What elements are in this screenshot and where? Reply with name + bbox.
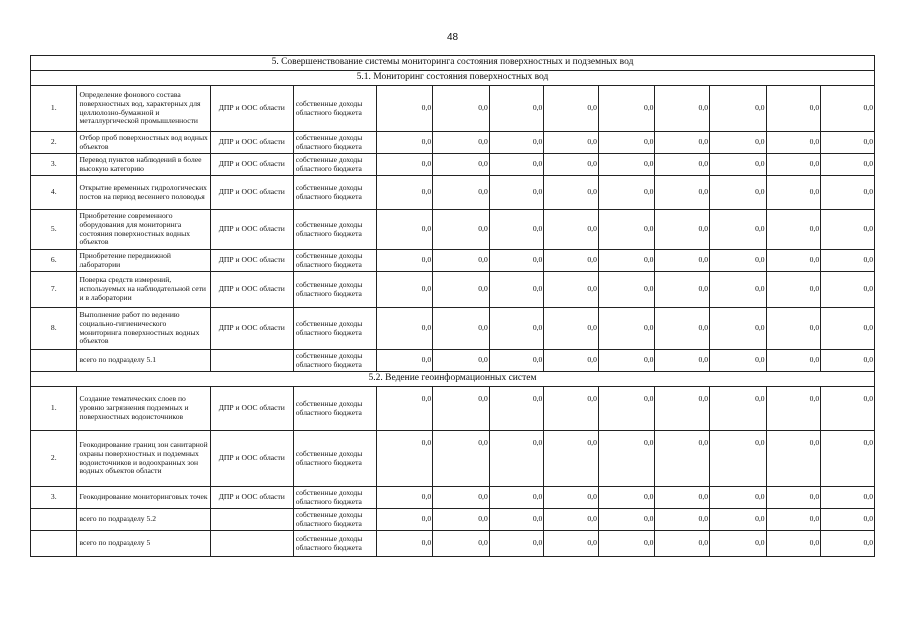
amount-cell: 0,0: [598, 176, 655, 210]
activity-name: Отбор проб поверхностных вод водных объектов: [77, 132, 210, 154]
amount-cell: 0,0: [489, 509, 544, 531]
amount-cell: 0,0: [598, 250, 655, 272]
program-table: [30, 55, 875, 557]
total-label: всего по подразделу 5.2: [77, 509, 210, 531]
amount-cell: 0,0: [489, 350, 544, 372]
amount-cell: 0,0: [376, 531, 433, 557]
funding-source: собственные доходы областного бюджета: [293, 272, 376, 308]
activity-name: Приобретение современного оборудования для мониторинга состояния поверхностных водных объектов: [77, 210, 210, 250]
amount-cell: 0,0: [544, 210, 599, 250]
amount-cell: 0,0: [821, 387, 875, 431]
executor-cell: [210, 531, 293, 557]
amount-cell: 0,0: [489, 387, 544, 431]
amount-cell: 0,0: [766, 86, 821, 132]
table-row: [31, 154, 875, 176]
amount-cell: 0,0: [821, 132, 875, 154]
table-row: [31, 132, 875, 154]
amount-cell: 0,0: [710, 250, 767, 272]
amount-cell: 0,0: [710, 350, 767, 372]
amount-cell: 0,0: [766, 154, 821, 176]
row-number: 2.: [31, 431, 77, 487]
amount-cell: 0,0: [710, 272, 767, 308]
amount-cell: 0,0: [376, 387, 433, 431]
amount-cell: 0,0: [433, 250, 490, 272]
row-number: 4.: [31, 176, 77, 210]
amount-cell: 0,0: [433, 350, 490, 372]
executor: ДПР и ООС области: [210, 431, 293, 487]
row-number: 1.: [31, 387, 77, 431]
amount-cell: 0,0: [598, 509, 655, 531]
executor-cell: [210, 509, 293, 531]
amount-cell: 0,0: [544, 86, 599, 132]
amount-cell: 0,0: [710, 531, 767, 557]
activity-name: Поверка средств измерений, используемых на наблюдательной сети и в лаборатории: [77, 272, 210, 308]
amount-cell: 0,0: [489, 250, 544, 272]
executor-cell: [210, 350, 293, 372]
funding-source: собственные доходы областного бюджета: [293, 308, 376, 350]
amount-cell: 0,0: [821, 250, 875, 272]
amount-cell: 0,0: [544, 509, 599, 531]
subsection-title: [31, 372, 875, 387]
amount-cell: 0,0: [376, 210, 433, 250]
amount-cell: 0,0: [766, 431, 821, 487]
amount-cell: 0,0: [655, 487, 710, 509]
total-row: [31, 509, 875, 531]
amount-cell: 0,0: [766, 176, 821, 210]
amount-cell: 0,0: [376, 350, 433, 372]
amount-cell: 0,0: [655, 210, 710, 250]
amount-cell: 0,0: [598, 531, 655, 557]
page-number: 48: [446, 32, 459, 43]
amount-cell: 0,0: [376, 176, 433, 210]
funding-source: собственные доходы областного бюджета: [293, 387, 376, 431]
activity-name: Выполнение работ по ведению социально-гигиенического мониторинга поверхностных водных объектов: [77, 308, 210, 350]
amount-cell: 0,0: [598, 487, 655, 509]
amount-cell: 0,0: [376, 431, 433, 487]
amount-cell: 0,0: [821, 431, 875, 487]
amount-cell: 0,0: [376, 272, 433, 308]
row-number: 8.: [31, 308, 77, 350]
amount-cell: 0,0: [433, 86, 490, 132]
amount-cell: 0,0: [544, 350, 599, 372]
table-row: [31, 86, 875, 132]
amount-cell: 0,0: [433, 272, 490, 308]
amount-cell: 0,0: [821, 531, 875, 557]
subsection-title-text: 5.2. Ведение геоинформационных систем: [31, 372, 875, 387]
amount-cell: 0,0: [710, 431, 767, 487]
amount-cell: 0,0: [433, 487, 490, 509]
amount-cell: 0,0: [376, 86, 433, 132]
amount-cell: 0,0: [655, 176, 710, 210]
amount-cell: 0,0: [433, 132, 490, 154]
amount-cell: 0,0: [766, 132, 821, 154]
amount-cell: 0,0: [766, 387, 821, 431]
table-row: [31, 387, 875, 431]
amount-cell: 0,0: [376, 487, 433, 509]
amount-cell: 0,0: [710, 132, 767, 154]
amount-cell: 0,0: [544, 132, 599, 154]
amount-cell: 0,0: [544, 531, 599, 557]
amount-cell: 0,0: [655, 154, 710, 176]
amount-cell: 0,0: [821, 487, 875, 509]
amount-cell: 0,0: [766, 350, 821, 372]
amount-cell: 0,0: [376, 509, 433, 531]
amount-cell: 0,0: [433, 308, 490, 350]
amount-cell: 0,0: [544, 272, 599, 308]
amount-cell: 0,0: [710, 509, 767, 531]
amount-cell: 0,0: [821, 154, 875, 176]
funding-source: собственные доходы областного бюджета: [293, 154, 376, 176]
row-number-cell: [31, 350, 77, 372]
amount-cell: 0,0: [598, 132, 655, 154]
row-number: 2.: [31, 132, 77, 154]
executor: ДПР и ООС области: [210, 154, 293, 176]
amount-cell: 0,0: [489, 308, 544, 350]
amount-cell: 0,0: [821, 350, 875, 372]
funding-source: собственные доходы областного бюджета: [293, 431, 376, 487]
amount-cell: 0,0: [710, 387, 767, 431]
amount-cell: 0,0: [489, 132, 544, 154]
amount-cell: 0,0: [376, 308, 433, 350]
row-number: 3.: [31, 154, 77, 176]
amount-cell: 0,0: [544, 176, 599, 210]
amount-cell: 0,0: [655, 531, 710, 557]
executor: ДПР и ООС области: [210, 387, 293, 431]
row-number-cell: [31, 531, 77, 557]
amount-cell: 0,0: [598, 272, 655, 308]
row-number: 5.: [31, 210, 77, 250]
amount-cell: 0,0: [710, 487, 767, 509]
table-row: [31, 176, 875, 210]
total-label: всего по подразделу 5.1: [77, 350, 210, 372]
row-number: 7.: [31, 272, 77, 308]
amount-cell: 0,0: [655, 387, 710, 431]
funding-source: собственные доходы областного бюджета: [293, 132, 376, 154]
funding-source: собственные доходы областного бюджета: [293, 210, 376, 250]
amount-cell: 0,0: [598, 86, 655, 132]
amount-cell: 0,0: [489, 487, 544, 509]
amount-cell: 0,0: [489, 531, 544, 557]
amount-cell: 0,0: [544, 308, 599, 350]
funding-source: собственные доходы областного бюджета: [293, 176, 376, 210]
amount-cell: 0,0: [433, 531, 490, 557]
amount-cell: 0,0: [489, 176, 544, 210]
amount-cell: 0,0: [489, 86, 544, 132]
table-row: [31, 487, 875, 509]
activity-name: Создание тематических слоев по уровню загрязнения подземных и поверхностных водоисточников: [77, 387, 210, 431]
amount-cell: 0,0: [655, 431, 710, 487]
activity-name: Приобретение передвижной лаборатории: [77, 250, 210, 272]
amount-cell: 0,0: [655, 250, 710, 272]
executor: ДПР и ООС области: [210, 308, 293, 350]
amount-cell: 0,0: [710, 176, 767, 210]
amount-cell: 0,0: [821, 272, 875, 308]
amount-cell: 0,0: [710, 210, 767, 250]
executor: ДПР и ООС области: [210, 86, 293, 132]
funding-source: собственные доходы областного бюджета: [293, 487, 376, 509]
amount-cell: 0,0: [766, 531, 821, 557]
amount-cell: 0,0: [433, 431, 490, 487]
funding-source: собственные доходы областного бюджета: [293, 350, 376, 372]
activity-name: Геокодирование границ зон санитарной охраны поверхностных и подземных водоисточников и водоохранных зон водных объектов области: [77, 431, 210, 487]
executor: ДПР и ООС области: [210, 132, 293, 154]
amount-cell: 0,0: [433, 176, 490, 210]
amount-cell: 0,0: [710, 308, 767, 350]
row-number: 6.: [31, 250, 77, 272]
activity-name: Открытие временных гидрологических постов на период весеннего половодья: [77, 176, 210, 210]
amount-cell: 0,0: [489, 272, 544, 308]
table-row: [31, 210, 875, 250]
amount-cell: 0,0: [544, 487, 599, 509]
executor: ДПР и ООС области: [210, 487, 293, 509]
amount-cell: 0,0: [544, 387, 599, 431]
amount-cell: 0,0: [766, 272, 821, 308]
amount-cell: 0,0: [598, 210, 655, 250]
amount-cell: 0,0: [489, 210, 544, 250]
table-row: [31, 308, 875, 350]
amount-cell: 0,0: [489, 431, 544, 487]
amount-cell: 0,0: [433, 210, 490, 250]
funding-source: собственные доходы областного бюджета: [293, 531, 376, 557]
subsection-title-text: 5.1. Мониторинг состояния поверхностных вод: [31, 71, 875, 86]
amount-cell: 0,0: [655, 308, 710, 350]
amount-cell: 0,0: [655, 350, 710, 372]
amount-cell: 0,0: [433, 509, 490, 531]
amount-cell: 0,0: [821, 509, 875, 531]
activity-name: Геокодирование мониторинговых точек: [77, 487, 210, 509]
amount-cell: 0,0: [766, 509, 821, 531]
amount-cell: 0,0: [544, 154, 599, 176]
amount-cell: 0,0: [710, 154, 767, 176]
section-title: [31, 56, 875, 71]
amount-cell: 0,0: [598, 154, 655, 176]
section-title-text: 5. Совершенствование системы мониторинга состояния поверхностных и подземных вод: [31, 56, 875, 71]
amount-cell: 0,0: [376, 250, 433, 272]
amount-cell: 0,0: [655, 272, 710, 308]
amount-cell: 0,0: [544, 431, 599, 487]
funding-source: собственные доходы областного бюджета: [293, 86, 376, 132]
executor: ДПР и ООС области: [210, 250, 293, 272]
amount-cell: 0,0: [766, 487, 821, 509]
amount-cell: 0,0: [598, 350, 655, 372]
amount-cell: 0,0: [655, 132, 710, 154]
subsection-title: [31, 71, 875, 86]
amount-cell: 0,0: [821, 210, 875, 250]
amount-cell: 0,0: [598, 431, 655, 487]
amount-cell: 0,0: [821, 176, 875, 210]
amount-cell: 0,0: [598, 308, 655, 350]
amount-cell: 0,0: [433, 154, 490, 176]
activity-name: Перевод пунктов наблюдений в более высокую категорию: [77, 154, 210, 176]
total-label: всего по подразделу 5: [77, 531, 210, 557]
row-number-cell: [31, 509, 77, 531]
total-row: [31, 350, 875, 372]
table-row: [31, 250, 875, 272]
amount-cell: 0,0: [544, 250, 599, 272]
executor: ДПР и ООС области: [210, 210, 293, 250]
total-row: [31, 531, 875, 557]
amount-cell: 0,0: [489, 154, 544, 176]
funding-source: собственные доходы областного бюджета: [293, 509, 376, 531]
amount-cell: 0,0: [376, 132, 433, 154]
activity-name: Определение фонового состава поверхностных вод, характерных для целлюлозно-бумажной и металлургической промышленности: [77, 86, 210, 132]
funding-source: собственные доходы областного бюджета: [293, 250, 376, 272]
row-number: 3.: [31, 487, 77, 509]
table-row: [31, 272, 875, 308]
amount-cell: 0,0: [766, 210, 821, 250]
table-row: [31, 431, 875, 487]
amount-cell: 0,0: [821, 308, 875, 350]
amount-cell: 0,0: [766, 308, 821, 350]
amount-cell: 0,0: [821, 86, 875, 132]
amount-cell: 0,0: [655, 509, 710, 531]
executor: ДПР и ООС области: [210, 272, 293, 308]
amount-cell: 0,0: [655, 86, 710, 132]
amount-cell: 0,0: [766, 250, 821, 272]
amount-cell: 0,0: [710, 86, 767, 132]
row-number: 1.: [31, 86, 77, 132]
amount-cell: 0,0: [598, 387, 655, 431]
executor: ДПР и ООС области: [210, 176, 293, 210]
amount-cell: 0,0: [433, 387, 490, 431]
amount-cell: 0,0: [376, 154, 433, 176]
